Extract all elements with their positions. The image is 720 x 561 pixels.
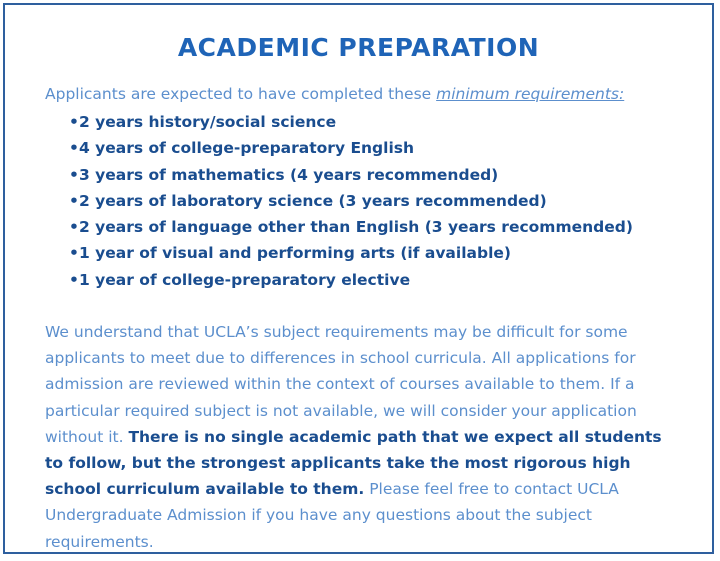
bullet-icon: • [69, 244, 79, 263]
requirement-text: 1 year of college-preparatory elective [79, 270, 411, 289]
intro-emphasis: minimum requirements: [436, 85, 625, 103]
explanation-paragraph [45, 319, 685, 555]
bullet-icon: • [69, 218, 79, 237]
requirement-text: 2 years history/social science [79, 113, 337, 131]
requirement-text: 4 years of college-preparatory English [79, 139, 415, 158]
bullet-icon: • [69, 139, 79, 158]
requirement-text: 1 year of visual and performing arts (if available) [79, 244, 511, 263]
bullet-icon: • [69, 113, 79, 131]
paragraph-text: We understand that UCLA’s subject requirements may be difficult for some applicants to meet due to differences in school curricula. All applications for admission are reviewed within the context of courses available to them. If a particular required subject is not available, we will consider your application without it. [45, 323, 637, 446]
list-item [69, 164, 633, 190]
requirements-list [69, 111, 633, 295]
intro-lead: Applicants are expected to have completed these [45, 85, 437, 103]
page-title: ACADEMIC PREPARATION [177, 33, 540, 62]
intro-text [45, 85, 624, 103]
paragraph-closing-text: Please feel free to contact UCLA Undergraduate Admission if you have any questions about the subject requirements. [45, 480, 619, 551]
list-item [69, 137, 633, 163]
bullet-icon: • [69, 270, 79, 289]
list-item [69, 216, 633, 242]
paragraph-bold-text: There is no single academic path that we expect all students to follow, but the strongest applicants take the most rigorous high school curriculum available to them. [45, 427, 662, 499]
academic-preparation-box [3, 3, 714, 554]
list-item [69, 111, 633, 137]
requirement-text: 3 years of mathematics (4 years recommended) [79, 165, 499, 184]
requirement-text: 2 years of laboratory science (3 years recommended) [79, 191, 547, 210]
requirement-text: 2 years of language other than English (3 years recommended) [79, 218, 633, 237]
list-item [69, 269, 633, 295]
bullet-icon: • [69, 191, 79, 210]
list-item [69, 190, 633, 216]
bullet-icon: • [69, 165, 79, 184]
list-item [69, 242, 633, 268]
